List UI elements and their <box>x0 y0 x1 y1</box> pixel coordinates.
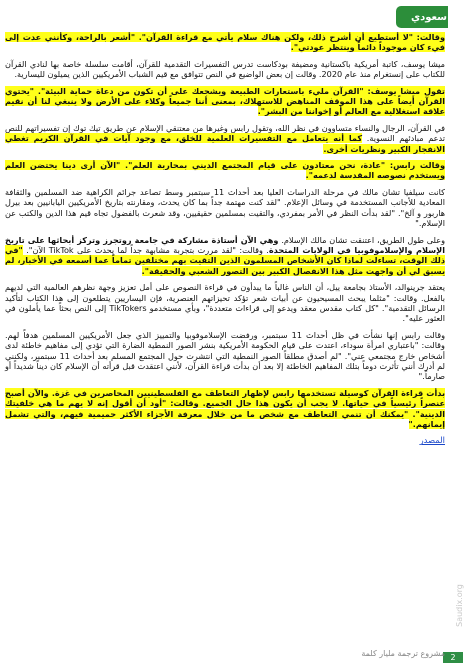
paragraph-text: ميشا يوسف، كاتبة أمريكية باكستانية ومضيفة بودكاست تدرس التفسيرات التقدمية للقرآن، أقامت سلسلة خاصة بها لنادي القرآن للكتاب على إنستغرام منذ عام 2020. وقالت إن بعض الواضيع في النص تتوافق مع قيم الشباب الأمريكيين الذين يميلون لليسارية. <box>5 58 445 80</box>
top-bar <box>0 0 470 32</box>
site-logo[interactable]: سعودي <box>396 6 462 28</box>
paragraph <box>5 282 445 324</box>
paragraph <box>5 235 445 277</box>
highlighted-text: وقالت: "لا أستطيع أن أشرح ذلك، ولكن هناك سلام يأتي مع قراءة القرآن". "أشعر بالراحة، وكأنني عدت إلى فيء كان موجوداً دائماً وينتظر عودتي". <box>5 32 445 53</box>
watermark <box>448 560 470 650</box>
paragraph <box>5 123 445 154</box>
paragraph-text: يعتقد جرينوالد، الأستاذ بجامعة ييل، أن الناس غالباً ما يبدأون في قراءة النصوص على أمل تعزيز وجهة نظرهم العالمية التي لديهم بالفعل. وقالت: "مثلما يبحث المسيحيون عن أبيات شعر تؤكد تحيزاتهم العنصرية، فإن اليساريين يتطلعون إلى هذا الكتاب لتأكيد الرسائل التقدمية". "كل كتاب مقدس معقد ويدعو إلى قراءات متعددة"، وبأي مستخدمو TikTokers إلى النص بحثاً عما يأملون في العثور عليه". <box>5 282 445 324</box>
paragraph <box>5 32 445 53</box>
paragraph-text: كانت سيلفيا تشان مالك في مرحلة الدراسات العليا بعد أحداث 11 سبتمبر وسط تصاعد جرائم الكراهية ضد المسلمين والثقافة المعادية للأجانب المستخدمة في وسائل الإعلام. "لقد كنت مهتمة جداً بما كان يحدث، ومقارنته بتاريخ الأمريكيين اليابانيين بعد بيرل هاربور و آلخ". "لقد بدأت النظر في الأمر بمفردي، والتقيت بمسلمين حقيقيين، وقد شعرت بالفضول تجاه قيم هذا الدين والكتب عن الإسلام." <box>5 186 445 229</box>
footer-text: مشروع ترجمة مليار كلمة <box>361 649 445 658</box>
highlighted-text: تقول ميشا يوسف: "القرآن مليء باستعارات الطبيعة ويشجعك على أن تكون من دعاة حماية البيئة". "يحتوي القرآن أيضاً على هذا الموقف المناهض للاستهلاك، بمعنى أننا جميعاً وكلاء على الأرض ولا ينبغي لنا أن نقيم علاقة استغلالية مع العالم أو إخواننا من البشر". <box>5 85 445 117</box>
article-body <box>5 32 445 445</box>
highlighted-text: وقالت رابس: "عادة، نحن معتادون على قيام المجتمع الديني بمحاربة العلم". "الآن أرى دينا يحتضن العلم ويستخدم نصوصه المقدسة لدعمه". <box>5 160 445 181</box>
paragraph-text: في القرآن، الرجال والنساء متساوون في نظر الله، وتقول رابس وغيرها من معتنقي الإسلام عن طريق تيك توك إن تفسيراتهم للنص تدعم مبادئهم النسوية. <box>5 122 445 144</box>
paragraph <box>5 160 445 181</box>
highlighted-text: "في ذلك الوقت، تساءلت لماذا كان الأشخاص المسلمون الذين التقيت بهم مختلفين تماماً عما أسمعه في الأخبار، لم يسبق لي أن واجهت مثل هذا الانفصال الكبير بين التصور الشعبي والحقيقة". <box>5 244 445 276</box>
source-link[interactable]: المصدر <box>419 435 445 446</box>
watermark-text: Saudix.org <box>454 583 464 627</box>
page-number-badge: 2 <box>443 652 463 663</box>
bold-text: وهي الآن أستاذة مشاركة في جامعة روتجرز وتركز أبحاثها على تاريخ الإسلام والإسلاموفوبيا في الولايات المتحدة <box>5 234 445 255</box>
paragraph-text: وقالت رابس إنها نشأت في ظل أحداث 11 سبتمبر، ورفضت الإسلاموفوبيا والتمييز الذي جعل الأمريكيين المسلمين هدفاً لهم. وقالت: "باعتباري امرأة سوداء، اعتدت على قيام الحكومة الأمريكية بنشر الصور النمطية الضارة التي تؤدي إلى مفاهيم خاطئة لدى أشخاص خارج مجتمعي عني". "لم أصدق مطلقاً الصور النمطية التي انتشرت حول المجتمع المسلم بعد أحداث 11 سبتمبر، ولكنني لم أدرك أنني تأثرت دوماً بتلك المفاهيم الخاطئة إلا بعد أن بدأت قراءة القرآن، لأنني اعتقدت قبل قرأته أن الإسلام كان ديناً شديداً أو صارماً." <box>5 329 446 382</box>
paragraph <box>5 187 445 229</box>
paragraph <box>5 59 445 80</box>
highlighted-text: كما أنه يتعامل مع التفسيرات العلمية للخلق، مع وجود آيات في القرآن الكريم تغطي الانفجار الكبير ونظريات أخرى. <box>5 133 445 154</box>
paragraph <box>5 330 445 382</box>
highlighted-text: بدأت قراءة القرآن كوسيلة تستخدمها رابس لإظهار التعاطف مع الفلسطينيين المحاصرين في غزة. والآن أصبح عنصراً رئيسياً في حياتها. لا يجب أن يكون هذا حال الجميع. وقالت: "أود أن أقول إنه لا يهم ما هي خلفيتك الدينية". "يمكنك أن تنمي التعاطف مع شخص ما من خلال معرفة الأجزاء الأكثر حميمية فيهم، والتي تشمل إيمانهم." <box>5 387 445 429</box>
paragraph-text: وعلى طول الطريق، اعتنقت تشان مالك الإسلام. <box>278 234 445 245</box>
paragraph <box>5 388 445 430</box>
paragraph <box>5 86 445 117</box>
paragraph-text: . وقالت: "لقد مررت بتجربة مشابهة جداً لما يحدث على TikTok الآن". <box>22 244 269 255</box>
